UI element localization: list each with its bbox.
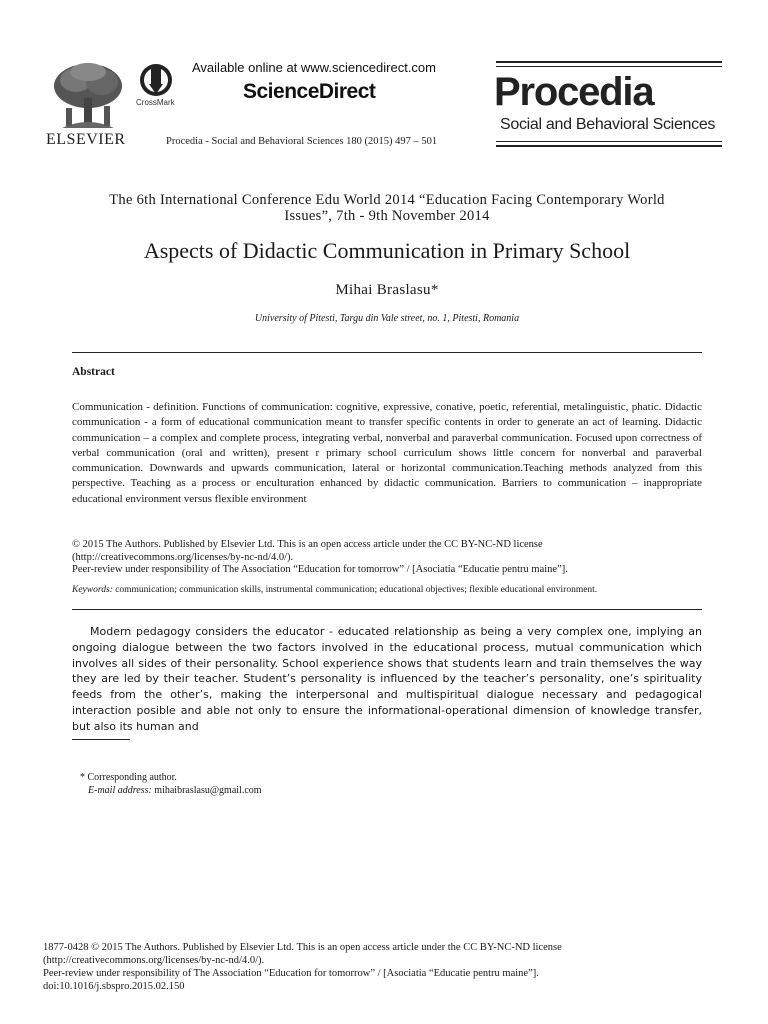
procedia-rule: [496, 141, 722, 142]
procedia-rule: [496, 145, 722, 147]
copyright-line: © 2015 The Authors. Published by Elsevier Ltd. This is an open access article under the CC BY-NC-ND license: [72, 539, 543, 550]
corresponding-author-note: * Corresponding author.: [80, 772, 177, 783]
conference-line-1: The 6th International Conference Edu World 2014 “Education Facing Contemporary World: [109, 192, 665, 208]
journal-reference: Procedia - Social and Behavioral Sciences 180 (2015) 497 – 501: [166, 136, 438, 147]
crossmark-label: CrossMark: [136, 98, 175, 107]
keywords-list: communication; communication skills, instrumental communication; educational objectives; flexible educational environment.: [112, 585, 598, 595]
body-text: [72, 624, 702, 735]
article-author: Mihai Braslasu*: [335, 282, 439, 298]
procedia-rule: [496, 61, 722, 63]
footnote: [80, 771, 262, 797]
section-divider: [72, 352, 702, 353]
procedia-logo-title: Procedia: [494, 70, 654, 114]
author-affiliation: University of Pitesti, Targu din Vale street, no. 1, Pitesti, Romania: [254, 313, 520, 324]
bottom-copyright: [43, 941, 723, 993]
copyright-notice: [72, 539, 702, 577]
abstract-heading: Abstract: [72, 366, 115, 378]
sciencedirect-logo-text: ScienceDirect: [243, 80, 376, 103]
abstract-text: Communication - definition. Functions of communication: cognitive, expressive, conative, poetic, referential, metalinguistic, phatic. Didactic communication - a form of educational communication meant to transfer specific contents in order to generate an act of learning. Didactic communication – a complex and complete process, integrating verbal, nonverbal and paraverbal communication. Focused upon correctness of verbal communication (oral and written), present r primary school curriculum shows little concern for nonverbal and paraverbal communication. Downwards and upwards communication, lateral or horizontal communication.Teaching methods analyzed from this perspective. Teaching as a process or enculturation enhanced by didactic communication. Barriers to communication – inappropriate educational environment versus flexible environment: [72, 401, 702, 505]
issn-copyright-line: 1877-0428 © 2015 The Authors. Published by Elsevier Ltd. This is an open access article under the CC BY-NC-ND license: [43, 942, 562, 953]
email-label: E-mail address:: [88, 785, 152, 796]
conference-line-2: Issues”, 7th - 9th November 2014: [284, 208, 490, 224]
body-paragraph: Modern pedagogy considers the educator - educated relationship as being a very complex one, implying an ongoing dialogue between the two factors involved in the educational process, mutual communication which involves all sides of their personality. School experience shows that students learn and train themselves the way they are led by their teacher. Student’s personality is influenced by the teacher’s personality, one’s spirituality feeds from the other’s, making the interpersonal and multispiritual dialogue necessary and pedagogical interaction posible and able not only to ensure the informational-operational dimension of knowledge transfer, but also its human and: [72, 625, 702, 733]
peer-review-line: Peer-review under responsibility of The Association “Education for tomorrow” / [Asociatia “Educatie pentru maine”].: [72, 564, 568, 575]
bottom-license-link[interactable]: (http://creativecommons.org/licenses/by-nc-nd/4.0/).: [43, 955, 265, 966]
conference-info: [80, 192, 694, 224]
email-address[interactable]: mihaibraslasu@gmail.com: [151, 785, 262, 796]
footnote-rule: [72, 739, 130, 740]
keywords: [72, 585, 702, 595]
keywords-label: Keywords:: [72, 585, 113, 595]
elsevier-wordmark: ELSEVIER: [46, 131, 126, 148]
doi[interactable]: doi:10.1016/j.sbspro.2015.02.150: [43, 981, 185, 992]
bottom-peer-review-line: Peer-review under responsibility of The Association “Education for tomorrow” / [Asociatia “Educatie pentru maine”].: [43, 968, 539, 979]
procedia-logo-subtitle: Social and Behavioral Sciences: [500, 116, 716, 133]
license-link[interactable]: (http://creativecommons.org/licenses/by-nc-nd/4.0/).: [72, 551, 294, 563]
available-online-text: Available online at www.sciencedirect.com: [192, 60, 436, 75]
article-title: Aspects of Didactic Communication in Primary School: [143, 238, 631, 263]
section-divider: [72, 609, 702, 610]
procedia-rule: [496, 66, 722, 67]
